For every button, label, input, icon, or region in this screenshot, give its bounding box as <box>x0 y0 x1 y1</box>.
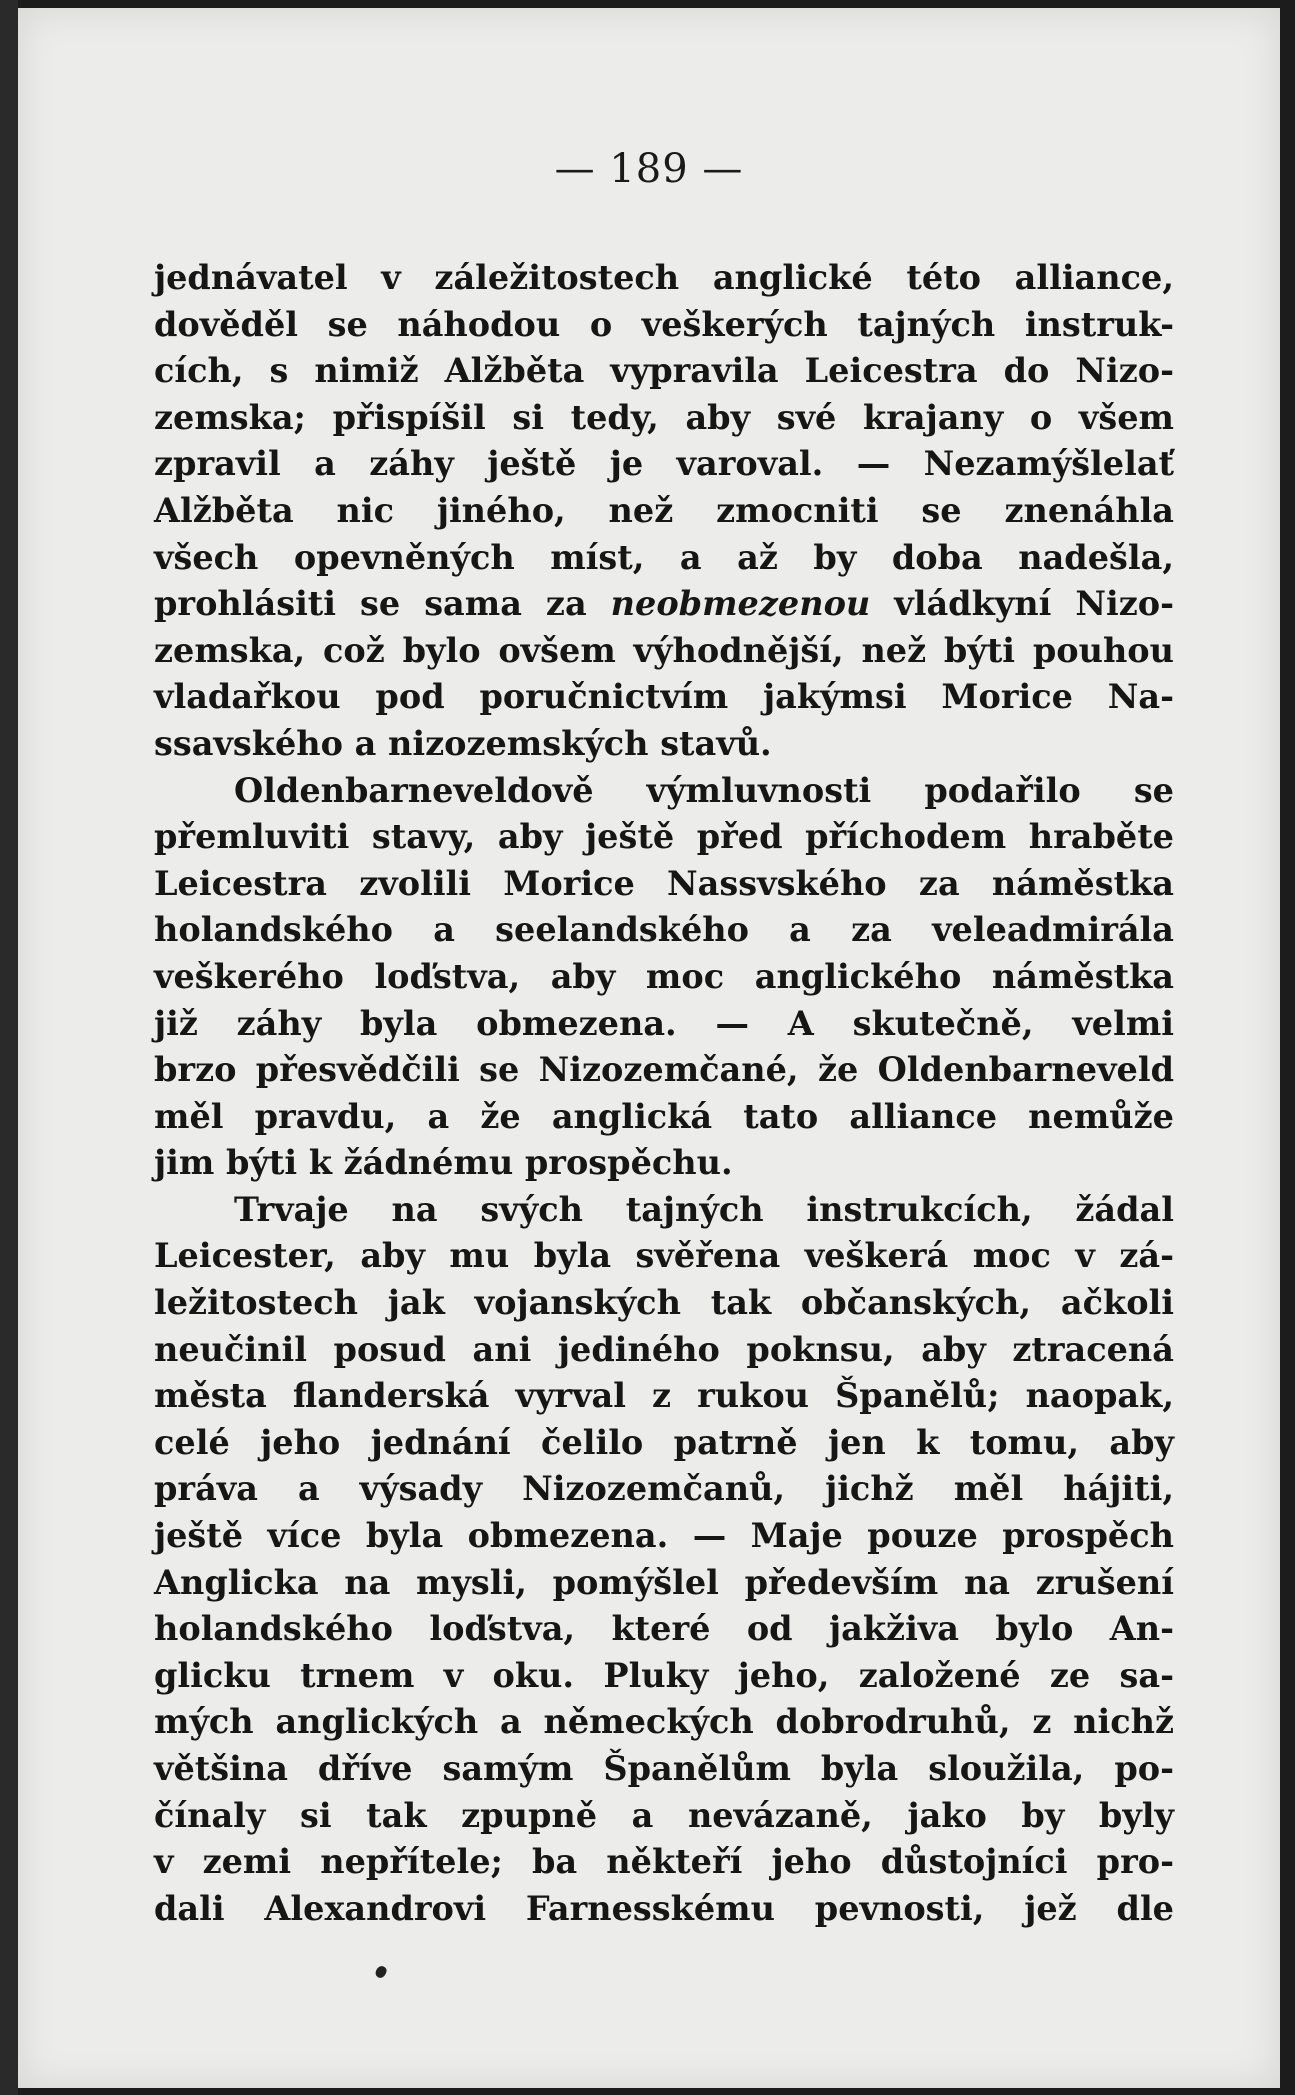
text-line: ještě více byla obmezena. — Maje pouze prospěch <box>154 1516 1174 1556</box>
book-page <box>18 8 1280 2088</box>
text-line: ležitostech jak vojanských tak občanských, ačkoli <box>154 1283 1174 1323</box>
text-line: veškerého loďstva, aby moc anglického náměstka <box>154 956 1174 996</box>
text-line: zemska; přispíšil si tedy, aby své krajany o všem <box>154 397 1174 437</box>
page-number: — 189 — <box>554 146 744 192</box>
text-line: Trvaje na svých tajných instrukcích, žádal <box>234 1189 1174 1229</box>
text-line: holandského loďstva, které od jakživa bylo An- <box>154 1609 1174 1649</box>
ink-speck <box>374 1964 388 1979</box>
text-line: čínaly si tak zpupně a nevázaně, jako by byly <box>154 1795 1174 1835</box>
text-line: jednávatel v záležitostech anglické této alliance, <box>154 258 1174 297</box>
text-line: města flanderská vyrval z rukou Španělů; naopak, <box>154 1376 1174 1416</box>
body-text <box>154 255 1174 1932</box>
text-line: zemska, což bylo ovšem výhodnější, než býti pouhou <box>154 630 1174 670</box>
text-line: přemluviti stavy, aby ještě před příchodem hraběte <box>154 817 1174 857</box>
text-line: holandského a seelandského a za veleadmirála <box>154 910 1174 950</box>
text-line: Leicester, aby mu byla svěřena veškerá moc v zá- <box>154 1236 1174 1276</box>
text-line: dověděl se náhodou o veškerých tajných instruk- <box>154 304 1174 344</box>
text-line: mých anglických a německých dobrodruhů, z nichž <box>154 1702 1174 1742</box>
text-line: práva a výsady Nizozemčanů, jichž měl hájiti, <box>154 1469 1174 1509</box>
text-line <box>154 581 1174 628</box>
text-line: vladařkou pod poručnictvím jakýmsi Morice Na- <box>154 677 1174 717</box>
text-line: glicku trnem v oku. Pluky jeho, založené ze sa- <box>154 1655 1174 1695</box>
text-line: ssavského a nizozemských stavů. <box>154 723 772 763</box>
text-line: jim býti k žádnému prospěchu. <box>154 1143 733 1183</box>
text-line: celé jeho jednání čelilo patrně jen k tomu, aby <box>154 1422 1174 1462</box>
text-line: všech opevněných míst, a až by doba nadešla, <box>154 537 1174 577</box>
text-segment: vládkyní Nizo- <box>870 584 1174 624</box>
text-line: cích, s nimiž Alžběta vypravila Leicestra do Nizo- <box>154 351 1174 391</box>
text-line: brzo přesvědčili se Nizozemčané, že Oldenbarneveld <box>154 1050 1174 1090</box>
text-segment: prohlásiti se sama za <box>154 584 611 624</box>
text-line: Anglicka na mysli, pomýšlel především na zrušení <box>154 1562 1174 1602</box>
text-line: již záhy byla obmezena. — A skutečně, velmi <box>154 1003 1174 1043</box>
binding-edge <box>0 0 18 2095</box>
emphasized-word: neobmezenou <box>610 584 871 624</box>
text-line: Oldenbarneveldově výmluvnosti podařilo se <box>234 770 1174 810</box>
text-line: většina dříve samým Španělům byla sloužila, po- <box>154 1749 1174 1788</box>
text-line: měl pravdu, a že anglická tato alliance nemůže <box>154 1096 1174 1136</box>
text-line: zpravil a záhy ještě je varoval. — Nezamýšlelať <box>154 444 1174 484</box>
text-line: neučinil posud ani jediného poknsu, aby ztracená <box>154 1329 1174 1369</box>
text-line: v zemi nepřítele; ba někteří jeho důstojníci pro- <box>154 1842 1174 1882</box>
text-line: dali Alexandrovi Farnesskému pevnosti, jež dle <box>154 1888 1174 1928</box>
text-line: Alžběta nic jiného, než zmocniti se znenáhla <box>154 490 1174 530</box>
text-line: Leicestra zvolili Morice Nassvského za náměstka <box>154 863 1174 903</box>
